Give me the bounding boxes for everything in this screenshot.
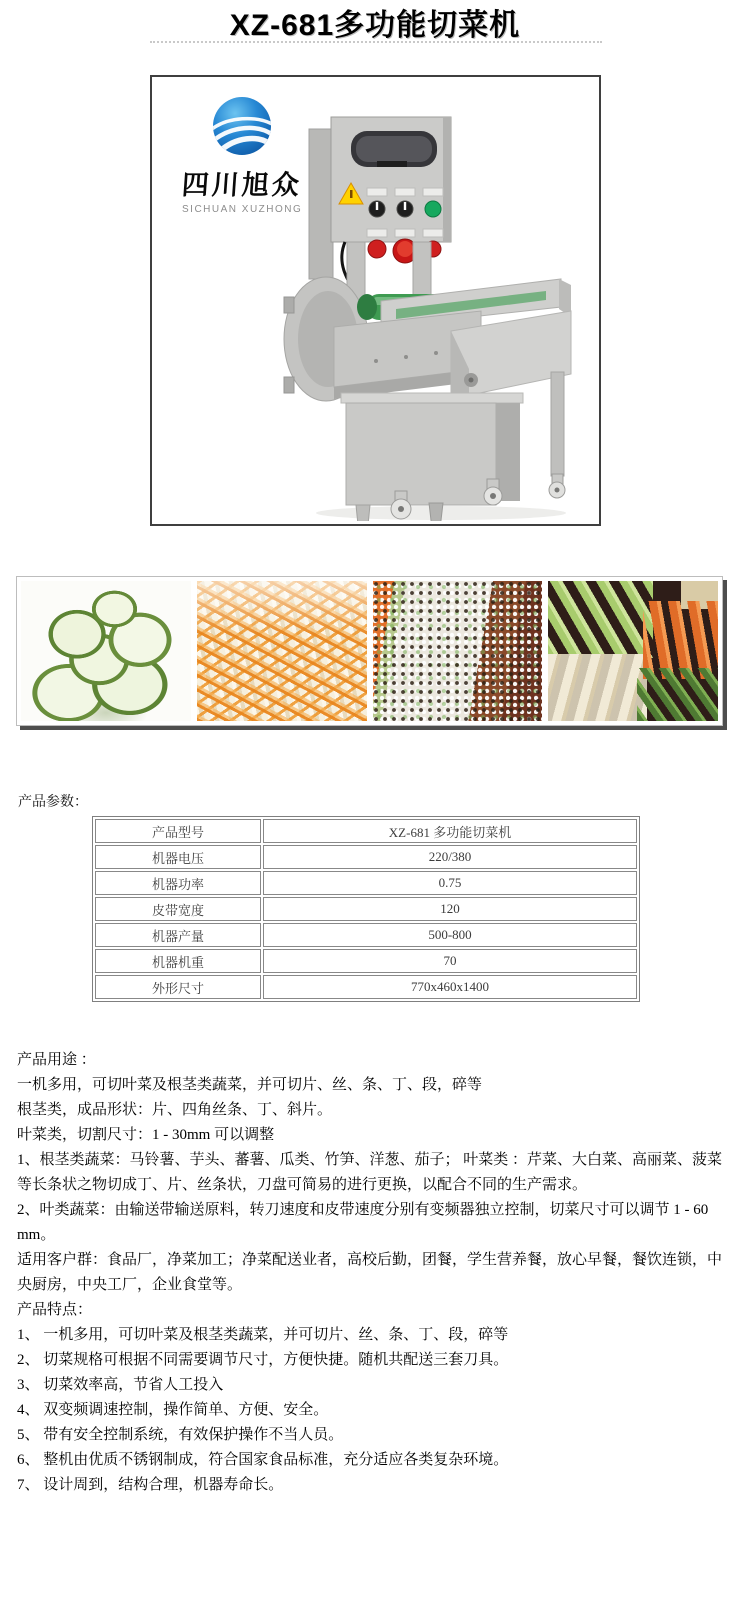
usage-paragraph: 适用客户群：食品厂，净菜加工；净菜配送业者，高校后勤，团餐，学生营养餐，放心早餐，餐饮连锁，中央厨房，中央工厂，企业食堂等。	[17, 1252, 723, 1293]
feature-item: 2、 切菜规格可根据不同需要调节尺寸，方便快捷。随机共配送三套刀具。	[17, 1352, 509, 1368]
photo-layer-celery	[548, 581, 653, 658]
param-value: 0.75	[263, 871, 637, 895]
usage-heading: 产品用途 ：	[17, 1052, 96, 1068]
param-name: 机器电压	[95, 845, 261, 869]
usage-paragraph: 2、叶类蔬菜：由输送带输送原料，转刀速度和皮带速度分别有变频器独立控制，切菜尺寸可以调节 1 - 60 mm。	[17, 1202, 709, 1243]
param-row	[95, 871, 637, 895]
features-heading: 产品特点：	[17, 1302, 93, 1318]
param-row	[95, 845, 637, 869]
param-row	[95, 897, 637, 921]
params-heading: 产品参数：	[18, 795, 88, 810]
title-divider	[150, 41, 602, 43]
photo-gallery	[16, 576, 723, 726]
usage-paragraph: 根茎类，成品形状：片、四角丝条、丁、斜片。	[17, 1102, 333, 1118]
param-row	[95, 975, 637, 999]
param-value: 70	[263, 949, 637, 973]
usage-paragraph: 叶菜类，切割尺寸：1 - 30mm 可以调整	[17, 1127, 275, 1143]
param-name: 外形尺寸	[95, 975, 261, 999]
param-value: 770x460x1400	[263, 975, 637, 999]
param-row	[95, 923, 637, 947]
gallery-photo-diced-vegetables[interactable]	[373, 581, 543, 721]
feature-item: 1、 一机多用，可切叶菜及根茎类蔬菜，并可切片、丝、条、丁、段，碎等	[17, 1327, 509, 1343]
photo-layer-white-sticks	[548, 654, 646, 721]
photo-layer-asparagus	[637, 668, 718, 721]
gallery-photo-shredded-carrot[interactable]	[197, 581, 367, 721]
param-row	[95, 819, 637, 843]
param-row	[95, 949, 637, 973]
page-title: XZ-681多功能切菜机	[229, 9, 521, 42]
brand-name-cn: 四川旭众	[180, 170, 303, 200]
param-value: XZ-681 多功能切菜机	[263, 819, 637, 843]
feature-item: 5、 带有安全控制系统，有效保护操作不当人员。	[17, 1427, 344, 1443]
param-value: 120	[263, 897, 637, 921]
feature-item: 6、 整机由优质不锈钢制成，符合国家食品标准，充分适应各类复杂环境。	[17, 1452, 509, 1468]
param-value: 220/380	[263, 845, 637, 869]
param-name: 皮带宽度	[95, 897, 261, 921]
brand-globe-icon	[210, 95, 274, 159]
feature-item: 4、 双变频调速控制，操作简单、方便、安全。	[17, 1402, 329, 1418]
param-value: 500-800	[263, 923, 637, 947]
params-table	[92, 816, 640, 1002]
usage-paragraph: 一机多用，可切叶菜及根茎类蔬菜，并可切片、丝、条、丁、段，碎等	[17, 1077, 483, 1093]
params-table-body	[95, 819, 637, 999]
param-name: 产品型号	[95, 819, 261, 843]
param-name: 机器功率	[95, 871, 261, 895]
vegetable-cutter-illustration	[280, 89, 572, 521]
description-section	[17, 1048, 735, 1498]
usage-paragraph: 1、根茎类蔬菜：马铃薯、芋头、蕃薯、瓜类、竹笋、洋葱、茄子； 叶菜类 ：芹菜、大白菜、高丽菜、菠菜等长条状之物切成丁、片、丝条状，刀盘可简易的进行更换，以配合不同的生产需求。	[17, 1152, 723, 1193]
feature-item: 7、 设计周到，结构合理，机器寿命长。	[17, 1477, 284, 1493]
gallery-photo-cucumber-slices[interactable]	[21, 581, 191, 721]
brand-name-en: SICHUAN XUZHONG	[182, 204, 303, 215]
param-name: 机器机重	[95, 949, 261, 973]
feature-item: 3、 切菜效率高，节省人工投入	[17, 1377, 224, 1393]
param-name: 机器产量	[95, 923, 261, 947]
main-product-image[interactable]	[150, 75, 601, 526]
gallery-photo-vegetable-sticks[interactable]	[548, 581, 718, 721]
